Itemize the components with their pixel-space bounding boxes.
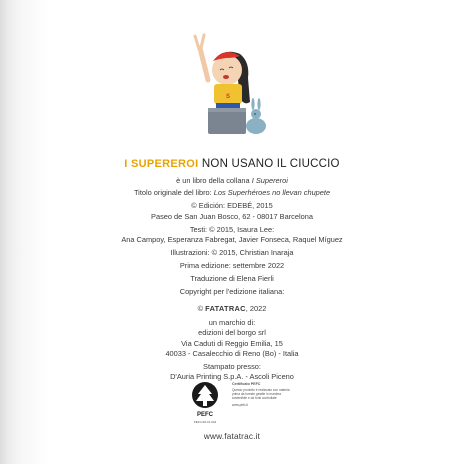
book-title (0, 158, 464, 170)
spanish-address: Paseo de San Juan Bosco, 62 - 08017 Barcelona (151, 212, 313, 221)
pefc-cert-title: Certificato PEFC (232, 382, 261, 386)
italian-address-2: 40033 - Casalecchio di Reno (Bo) - Italia (165, 349, 299, 358)
pefc-cert-url: www.pefc.it (232, 403, 249, 407)
edition-copyright: © Edición: EDEBÉ, 2015 (191, 201, 273, 210)
texts-credit-line-1: Testi: © 2015, Isaura Lee: (189, 225, 275, 234)
collana-name: I Supereroi (251, 176, 288, 185)
series-logo: I SUPEREROI (124, 158, 199, 170)
italian-copyright-heading: Copyright per l'edizione italiana: (179, 287, 285, 296)
publisher-name: edizioni del borgo srl (198, 328, 266, 337)
fatatrac-year: , 2022 (245, 304, 267, 313)
fatatrac-copyright (0, 304, 464, 313)
collana-prefix: è un libro della collana (176, 176, 252, 185)
translation-credit: Traduzione di Elena Fierli (190, 274, 274, 283)
website-link[interactable]: www.fatatrac.it (203, 432, 261, 441)
printed-at-label: Stampato presso: (203, 362, 261, 371)
pefc-certificate (232, 382, 292, 407)
pefc-code: PEFC/18-31-004 (193, 420, 217, 424)
book-title-main: NON USANO IL CIUCCIO (201, 158, 340, 170)
original-title-line (0, 188, 464, 197)
superhero-illustration (180, 28, 272, 140)
marchio-label: un marchio di: (208, 318, 256, 327)
original-title-prefix: Titolo originale del libro: (133, 188, 214, 197)
illustrations-credit: Illustrazioni: © 2015, Christian Inaraja (170, 248, 294, 257)
original-title-name: Los Superhéroes no llevan chupete (213, 188, 331, 197)
fatatrac-logo: FATATRAC (205, 304, 246, 313)
first-edition: Prima edizione: settembre 2022 (179, 261, 285, 270)
pefc-label: PEFC (196, 412, 213, 418)
collana-line (0, 176, 464, 185)
printer-name: D'Auria Printing S.p.A. - Ascoli Piceno (170, 372, 294, 381)
svg-text:S: S (225, 94, 231, 100)
copyright-symbol: © (197, 304, 206, 313)
texts-credit-line-2: Ana Campoy, Esperanza Fabregat, Javier Fonseca, Raquel Míguez (121, 235, 343, 244)
pefc-cert-text: Questo prodotto è realizzato con materia prima da foreste gestite in maniera sostenibile e da fonti controllate (232, 388, 290, 400)
italian-address-1: Via Caduti di Reggio Emilia, 15 (181, 339, 283, 348)
